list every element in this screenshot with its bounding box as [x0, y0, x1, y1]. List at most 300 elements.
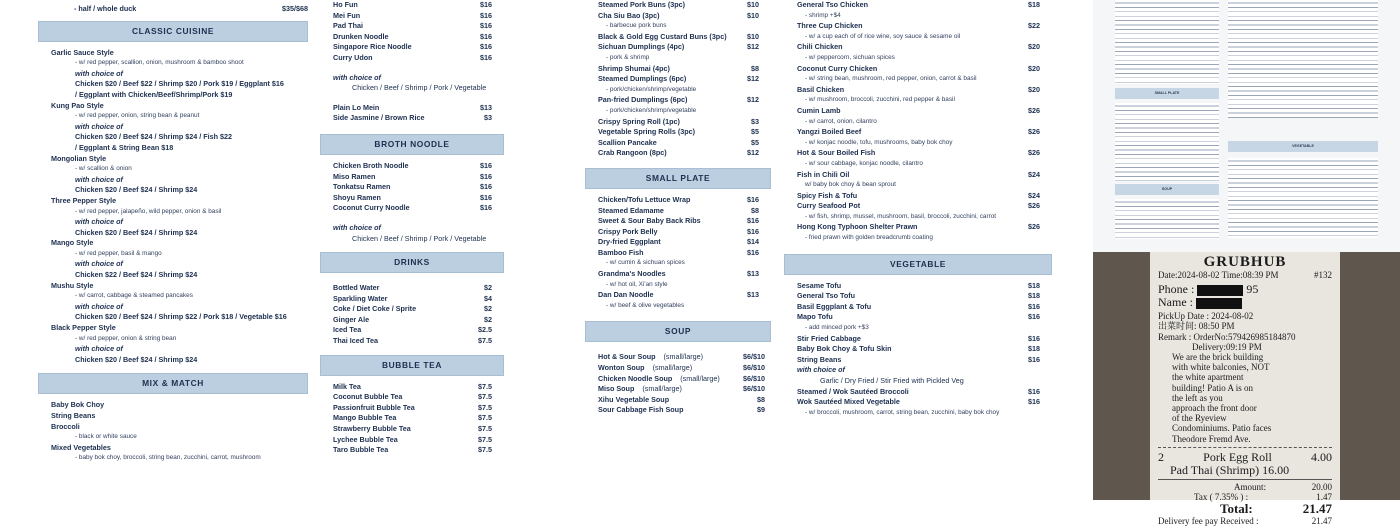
small-plate-item-name: Dry-fried Eggplant — [598, 237, 661, 247]
main-dish-item-description: - w/ peppercorn, sichuan spices — [805, 53, 895, 61]
main-dish-item-description: - shrimp +$4 — [805, 11, 841, 19]
noodle-item — [333, 11, 492, 22]
dish-description: - w/ scallion & onion — [75, 165, 132, 173]
noodle-item-name: Singapore Rice Noodle — [333, 42, 412, 52]
broth-item-price: $16 — [480, 182, 492, 192]
receipt-tax: 1.47 — [1316, 492, 1332, 503]
soup-item-size: (small/large) — [680, 373, 720, 383]
receipt-line-item — [1158, 451, 1332, 464]
drink-item — [333, 283, 492, 294]
dim-sum-item — [598, 95, 759, 106]
receipt-date-time: Date:2024-08-02 Time:08:39 PM — [1158, 270, 1279, 280]
dim-sum-item — [598, 148, 759, 159]
dim-sum-item-description: - pork/chicken/shrimp/vegetable — [606, 85, 697, 93]
receipt-note-line: Theodore Fremd Ave. — [1172, 433, 1251, 444]
bubble-tea-item-name: Strawberry Bubble Tea — [333, 424, 411, 434]
broth-item — [333, 193, 492, 204]
menu-column-4 — [784, 0, 1052, 418]
bubble-tea-item-price: $7.5 — [478, 413, 492, 423]
small-plate-item-name: Crispy Pork Belly — [598, 226, 658, 236]
vegetable-item-name: General Tso Tofu — [797, 291, 856, 301]
small-plate-item-name: Sweet & Sour Baby Back Ribs — [598, 216, 701, 226]
protein-options: Chicken $20 / Beef $22 / Shrimp $20 / Pork $19 / Eggplant $16 — [75, 79, 284, 89]
soup-item-name: Chicken Noodle Soup — [598, 373, 673, 383]
broth-item-price: $16 — [480, 171, 492, 181]
bubble-tea-item — [333, 413, 492, 424]
noodle-item-name: Ho Fun — [333, 0, 358, 9]
drink-item-name: Sparkling Water — [333, 293, 388, 303]
dim-sum-item-name: Crispy Spring Roll (1pc) — [598, 116, 680, 126]
soup-item — [598, 352, 765, 363]
receipt-note-line: the left as you — [1172, 392, 1223, 403]
dim-sum-item-name: Vegetable Spring Rolls (3pc) — [598, 127, 696, 137]
receipt-phone-label: Phone : — [1158, 282, 1195, 297]
main-dish-item — [797, 191, 1040, 202]
main-dish-item-price: $26 — [1028, 105, 1040, 115]
dim-sum-item-description: - barbecue pork buns — [606, 22, 667, 30]
small-plate-item — [598, 248, 759, 259]
noodle-item-price: $16 — [480, 21, 492, 31]
main-dish-item-name: Cumin Lamb — [797, 105, 841, 115]
dish-description: - w/ red pepper, basil & mango — [75, 249, 162, 257]
drink-item — [333, 304, 492, 315]
vegetable-item — [797, 355, 1040, 366]
receipt-note-line: We are the brick building — [1172, 352, 1264, 363]
mix-match-list — [38, 400, 308, 464]
receipt-note-line: the white apartment — [1172, 372, 1244, 383]
vegetable-item-price: $16 — [1028, 386, 1040, 396]
vegetable-item-name: Sesame Tofu — [797, 280, 842, 290]
small-plate-item — [598, 290, 759, 301]
vegetable-list — [784, 281, 1052, 366]
soup-item-name: Hot & Sour Soup — [598, 352, 656, 362]
soup-item-name: Wonton Soup — [598, 363, 645, 373]
bubble-tea-item-price: $7.5 — [478, 392, 492, 402]
dim-sum-item-name: Shrimp Shumai (4pc) — [598, 63, 670, 73]
mix-item: Mixed Vegetables — [51, 442, 111, 452]
receipt-delivery-time: Delivery:09:19 PM — [1192, 341, 1262, 352]
noodle-item-name: Drunken Noodle — [333, 31, 389, 41]
drink-item-price: $7.5 — [478, 336, 492, 346]
choice-label: with choice of — [75, 217, 123, 227]
vegetable-item-price: $18 — [1028, 291, 1040, 301]
noodle-item-price: $16 — [480, 0, 492, 9]
receipt-amount-label: Amount: — [1234, 481, 1267, 492]
vegetable-header: VEGETABLE — [784, 254, 1052, 275]
main-dish-item-name: Chili Chicken — [797, 42, 843, 52]
receipt-line-name: Pork Egg Roll — [1203, 449, 1272, 464]
protein-options: / Eggplant & String Bean $18 — [75, 142, 174, 152]
receipt-name-label: Name : — [1158, 295, 1193, 310]
protein-options: Chicken $22 / Beef $24 / Shrimp $24 — [75, 270, 198, 280]
small-plate-header: SMALL PLATE — [585, 168, 771, 189]
main-dish-item-description: - w/ fish, shrimp, mussel, mushroom, basil, broccoli, zucchini, carrot — [805, 212, 997, 220]
main-dish-item-price: $26 — [1028, 148, 1040, 158]
vegetable-item-description: - add minced pork +$3 — [805, 324, 869, 332]
noodle-item-price: $16 — [480, 52, 492, 62]
vegetable-choice-options: Garlic / Dry Fried / Stir Fried with Pickled Veg — [820, 376, 964, 385]
mix-item: Broccoli — [51, 421, 80, 431]
bubble-tea-item-price: $7.5 — [478, 424, 492, 434]
broth-choice-options: Chicken / Beef / Shrimp / Pork / Vegetable — [352, 233, 487, 243]
noodle-item — [333, 42, 492, 53]
protein-options: Chicken $20 / Beef $24 / Shrimp $24 — [75, 354, 198, 364]
dim-sum-item-name: Steamed Dumplings (6pc) — [598, 74, 687, 84]
small-plate-item — [598, 216, 759, 227]
main-dish-item-price: $18 — [1028, 0, 1040, 9]
vegetable-item-name: Basil Eggplant & Tofu — [797, 301, 872, 311]
drink-item-name: Iced Tea — [333, 325, 362, 335]
bubble-tea-item — [333, 392, 492, 403]
small-plate-item — [598, 269, 759, 280]
main-dish-item — [797, 0, 1040, 11]
vegetable-item-price: $18 — [1028, 344, 1040, 354]
rice-item-price: $3 — [484, 113, 492, 123]
dish-description: - w/ red pepper, scallion, onion, mushroom & bamboo shoot — [75, 59, 244, 67]
main-dish-item-price: $24 — [1028, 169, 1040, 179]
bubble-tea-item — [333, 382, 492, 393]
dim-sum-item-name: Steamed Pork Buns (3pc) — [598, 0, 686, 9]
receipt-brand: GRUBHUB — [1203, 254, 1287, 270]
drink-item — [333, 315, 492, 326]
protein-options: Chicken $20 / Beef $24 / Shrimp $24 / Fish $22 — [75, 132, 233, 142]
thumbnail-text-column — [1228, 158, 1378, 238]
vegetable-item-name: String Beans — [797, 354, 842, 364]
dim-sum-item-price: $5 — [751, 127, 759, 137]
main-dish-item-price: $26 — [1028, 222, 1040, 232]
bubble-tea-item-name: Passionfruit Bubble Tea — [333, 402, 415, 412]
drink-item — [333, 336, 492, 347]
thumbnail-vegetable-header: VEGETABLE — [1228, 141, 1378, 152]
thumbnail-small-plate-header: SMALL PLATE — [1115, 88, 1219, 99]
noodle-choice-options: Chicken / Beef / Shrimp / Pork / Vegetable — [352, 83, 487, 93]
broth-noodle-list — [320, 161, 504, 214]
bubble-tea-list — [320, 382, 504, 456]
menu-column-1 — [38, 0, 308, 464]
redaction-bar — [1197, 285, 1243, 296]
broth-item — [333, 172, 492, 183]
thumbnail-text-column — [1115, 103, 1219, 181]
main-dish-item-description: w/ baby bok choy & bean sprout — [805, 181, 896, 189]
main-dish-item-name: Spicy Fish & Tofu — [797, 190, 858, 200]
main-dish-item-description: - w/ a cup each of of rice wine, soy sauce & sesame oil — [805, 32, 961, 40]
choice-label: with choice of — [75, 344, 123, 354]
small-plate-list — [585, 195, 771, 312]
main-dish-item-price: $26 — [1028, 201, 1040, 211]
thumbnail-soup-header: SOUP — [1115, 184, 1219, 195]
rice-item-name: Plain Lo Mein — [333, 102, 380, 112]
bubble-tea-item-name: Taro Bubble Tea — [333, 445, 389, 455]
vegetable-item-name: Wok Sautéed Mixed Vegetable — [797, 397, 900, 407]
dim-sum-item-price: $12 — [747, 148, 759, 158]
vegetable-item-name: Baby Bok Choy & Tofu Skin — [797, 344, 892, 354]
main-dish-item-price: $24 — [1028, 190, 1040, 200]
drinks-list — [320, 283, 504, 347]
main-dish-item — [797, 85, 1040, 96]
drink-item-name: Ginger Ale — [333, 314, 370, 324]
receipt-note-line: Condominiums. Patio faces — [1172, 423, 1272, 434]
dim-sum-item — [598, 127, 759, 138]
small-plate-item — [598, 206, 759, 217]
soup-item-price: $6/$10 — [743, 352, 765, 362]
main-dish-item-description: - fried prawn with golden breadcrumb coating — [805, 234, 933, 242]
broth-item-name: Miso Ramen — [333, 171, 376, 181]
small-plate-item-price: $13 — [747, 269, 759, 279]
soup-item-price: $6/$10 — [743, 373, 765, 383]
dim-sum-item-price: $12 — [747, 95, 759, 105]
bubble-tea-item-price: $7.5 — [478, 434, 492, 444]
vegetable-item — [797, 387, 1040, 398]
dim-sum-item-price: $10 — [747, 0, 759, 9]
noodle-list — [320, 0, 504, 64]
dim-sum-item-name: Black & Gold Egg Custard Buns (3pc) — [598, 31, 727, 41]
noodle-item-name: Mei Fun — [333, 10, 361, 20]
small-plate-item-description: - w/ hot oil, Xi'an style — [606, 280, 668, 288]
dim-sum-item-price: $8 — [751, 63, 759, 73]
receipt-line-item: Pad Thai (Shrimp) 16.00 — [1170, 462, 1290, 477]
small-plate-item-description: - w/ beef & olive vegetables — [606, 301, 685, 309]
classic-cuisine-header: CLASSIC CUISINE — [38, 21, 308, 42]
bubble-tea-header: BUBBLE TEA — [320, 355, 504, 376]
soup-list — [585, 352, 771, 416]
mix-item-description: - black or white sauce — [75, 433, 137, 441]
dish-style-name: Garlic Sauce Style — [51, 47, 114, 57]
dim-sum-item — [598, 74, 759, 85]
broth-item — [333, 203, 492, 214]
vegetable-item — [797, 281, 1040, 292]
main-dish-item — [797, 21, 1040, 32]
main-dish-item — [797, 127, 1040, 138]
receipt-name-row — [1158, 296, 1332, 309]
soup-item-name: Xihu Vegetable Soup — [598, 394, 670, 404]
noodle-item — [333, 53, 492, 64]
receipt-paper — [1150, 252, 1340, 526]
vegetable-item-price: $18 — [1028, 280, 1040, 290]
main-dish-item-name: Hong Kong Typhoon Shelter Prawn — [797, 222, 918, 232]
dim-sum-item-price: $5 — [751, 137, 759, 147]
dim-sum-item-name: Scallion Pancake — [598, 137, 657, 147]
soup-item — [598, 405, 765, 416]
protein-options: Chicken $20 / Beef $24 / Shrimp $24 — [75, 185, 198, 195]
main-dish-item — [797, 170, 1040, 181]
vegetable-choice-label: with choice of — [797, 365, 845, 375]
bubble-tea-item-name: Coconut Bubble Tea — [333, 392, 403, 402]
main-dish-item-price: $22 — [1028, 21, 1040, 31]
choice-label: with choice of — [75, 121, 123, 131]
dim-sum-item-price: $10 — [747, 10, 759, 20]
receipt-line-price: 4.00 — [1310, 449, 1332, 464]
vegetable-item — [797, 302, 1040, 313]
receipt-remark: Remark : OrderNo:579426985184870 — [1158, 331, 1296, 342]
soup-item-size: (small/large) — [642, 384, 682, 394]
vegetable-item-price: $16 — [1028, 312, 1040, 322]
bubble-tea-item — [333, 424, 492, 435]
main-dish-item-price: $20 — [1028, 42, 1040, 52]
noodle-item — [333, 0, 492, 11]
main-dish-item — [797, 42, 1040, 53]
receipt-divider — [1158, 479, 1332, 480]
drink-item-price: $2 — [484, 283, 492, 293]
receipt-note-line: of the Ryeview — [1172, 413, 1227, 424]
receipt-total: 21.47 — [1302, 501, 1332, 517]
receipt-note-line: approach the front door — [1172, 403, 1257, 414]
small-plate-item-price: $16 — [747, 216, 759, 226]
broth-item-price: $16 — [480, 160, 492, 170]
drink-item — [333, 325, 492, 336]
dish-description: - w/ red pepper, onion & string bean — [75, 334, 177, 342]
receipt-fee-label: Delivery fee pay Received : — [1158, 516, 1259, 526]
main-dish-item-description: - w/ sour cabbage, konjac noodle, cilantro — [805, 159, 923, 167]
soup-item-price: $6/$10 — [743, 384, 765, 394]
bubble-tea-item — [333, 445, 492, 456]
soup-item-price: $8 — [757, 394, 765, 404]
drink-item-price: $2.5 — [478, 325, 492, 335]
dish-description: - w/ red pepper, jalapeño, wild pepper, onion & basil — [75, 207, 222, 215]
vegetable-list-continued — [784, 387, 1052, 419]
vegetable-item-price: $16 — [1028, 333, 1040, 343]
small-plate-item-price: $16 — [747, 194, 759, 204]
main-dish-item-name: Yangzi Boiled Beef — [797, 127, 862, 137]
bubble-tea-item-price: $7.5 — [478, 381, 492, 391]
duck-price-row — [38, 4, 308, 15]
small-plate-item-price: $16 — [747, 247, 759, 257]
broth-item-name: Tonkatsu Ramen — [333, 182, 391, 192]
choice-label: with choice of — [75, 259, 123, 269]
dish-style-name: Mongolian Style — [51, 153, 107, 163]
dim-sum-item-price: $12 — [747, 74, 759, 84]
receipt-order-number: #132 — [1314, 270, 1332, 280]
receipt-photo — [1093, 252, 1400, 526]
receipt-fee: 21.47 — [1311, 516, 1332, 526]
drink-item-name: Thai Iced Tea — [333, 336, 379, 346]
vegetable-item — [797, 397, 1040, 408]
dim-sum-item-description: - pork/chicken/shrimp/vegetable — [606, 106, 697, 114]
broth-item-name: Coconut Curry Noodle — [333, 203, 410, 213]
thumbnail-text-column — [1115, 199, 1219, 239]
noodle-item — [333, 32, 492, 43]
vegetable-item-name: Stir Fried Cabbage — [797, 333, 861, 343]
small-plate-item-description: - w/ cumin & sichuan spices — [606, 259, 685, 267]
main-dish-item-name: Curry Seafood Pot — [797, 201, 861, 211]
thumbnail-text-column — [1115, 0, 1219, 84]
broth-choice-label: with choice of — [333, 222, 381, 232]
receipt-pickup-cn: 出菜时间: 08:50 PM — [1158, 321, 1235, 332]
dim-sum-item-price: $3 — [751, 116, 759, 126]
soup-item-size: (small/large) — [652, 363, 693, 373]
rice-item — [333, 113, 492, 124]
dish-style-name: Mushu Style — [51, 280, 94, 290]
main-dish-item-name: Coconut Curry Chicken — [797, 63, 878, 73]
drinks-header: DRINKS — [320, 252, 504, 273]
receipt-tax-label: Tax ( 7.35% ) : — [1194, 492, 1249, 503]
noodle-item — [333, 21, 492, 32]
receipt-date-row — [1158, 270, 1332, 280]
main-dish-item-name: General Tso Chicken — [797, 0, 868, 9]
vegetable-item-price: $16 — [1028, 301, 1040, 311]
dim-sum-item — [598, 138, 759, 149]
mix-item: String Beans — [51, 411, 96, 420]
broth-item-name: Shoyu Ramen — [333, 192, 381, 202]
small-plate-item-price: $14 — [747, 237, 759, 247]
dim-sum-item — [598, 32, 759, 43]
receipt-fee-row — [1158, 516, 1332, 526]
soup-item-price: $6/$10 — [743, 363, 765, 373]
dim-sum-item-price: $12 — [747, 42, 759, 52]
dish-style-name: Black Pepper Style — [51, 323, 116, 333]
protein-options: / Eggplant with Chicken/Beef/Shrimp/Pork $19 — [75, 89, 233, 99]
drink-item-price: $4 — [484, 293, 492, 303]
noodle-item-name: Pad Thai — [333, 21, 363, 31]
dim-sum-item — [598, 117, 759, 128]
receipt-pickup: PickUp Date : 2024-08-02 — [1158, 311, 1254, 322]
receipt-line-qty: 2 — [1158, 449, 1164, 464]
broth-noodle-header: BROTH NOODLE — [320, 134, 504, 155]
main-dish-item-description: - w/ carrot, onion, cilantro — [805, 117, 877, 125]
small-plate-item-name: Chicken/Tofu Lettuce Wrap — [598, 194, 691, 204]
main-dish-item-price: $20 — [1028, 63, 1040, 73]
duck-price: $35/$68 — [282, 4, 308, 13]
main-dish-item-name: Three Cup Chicken — [797, 21, 863, 31]
broth-item — [333, 161, 492, 172]
rice-list — [320, 103, 504, 124]
broth-item — [333, 182, 492, 193]
main-dish-item-name: Fish in Chili Oil — [797, 169, 850, 179]
dim-sum-item — [598, 64, 759, 75]
dim-sum-item-price: $10 — [747, 31, 759, 41]
small-plate-item-name: Steamed Edamame — [598, 205, 664, 215]
small-plate-item-price: $13 — [747, 290, 759, 300]
soup-item — [598, 363, 765, 374]
main-dish-item-price: $20 — [1028, 84, 1040, 94]
mix-item-description: - baby bok choy, broccoli, string bean, zucchini, carrot, mushroom — [75, 454, 261, 462]
soup-item — [598, 384, 765, 395]
rice-item-name: Side Jasmine / Brown Rice — [333, 113, 425, 123]
bubble-tea-item-name: Mango Bubble Tea — [333, 413, 397, 423]
noodle-item-price: $16 — [480, 31, 492, 41]
menu-column-2 — [320, 0, 504, 456]
dim-sum-list — [585, 0, 771, 159]
main-dish-item-description: - w/ string bean, mushroom, red pepper, onion, carrot & basil — [805, 75, 977, 83]
main-dish-item — [797, 106, 1040, 117]
dim-sum-item-description: - pork & shrimp — [606, 53, 650, 61]
noodle-item-price: $16 — [480, 10, 492, 20]
drink-item — [333, 294, 492, 305]
main-dish-item-name: Hot & Sour Boiled Fish — [797, 148, 876, 158]
soup-item — [598, 374, 765, 385]
dim-sum-item — [598, 11, 759, 22]
receipt-note-line: with white balconies, NOT — [1172, 362, 1270, 373]
dish-style-name: Kung Pao Style — [51, 100, 104, 110]
soup-item — [598, 395, 765, 406]
soup-header: SOUP — [585, 321, 771, 342]
vegetable-item-description: - w/ broccoli, mushroom, carrot, string bean, zucchini, baby bok choy — [805, 408, 1000, 416]
soup-item-name: Sour Cabbage Fish Soup — [598, 405, 684, 415]
main-dish-item-description: - w/ mushroom, broccoli, zucchini, red pepper & basil — [805, 96, 955, 104]
soup-item-size: (small/large) — [663, 352, 704, 362]
duck-option: - half / whole duck — [74, 4, 137, 13]
main-dish-item-description: - w/ konjac noodle, tofu, mushrooms, baby bok choy — [805, 138, 953, 146]
mix-item: Baby Bok Choy — [51, 400, 105, 410]
dish-description: - w/ carrot, cabbage & steamed pancakes — [75, 292, 193, 300]
drink-item-name: Bottled Water — [333, 283, 380, 293]
vegetable-item-name: Steamed / Wok Sautéed Broccoli — [797, 386, 909, 396]
broth-item-name: Chicken Broth Noodle — [333, 160, 409, 170]
bubble-tea-item-name: Milk Tea — [333, 381, 361, 391]
redaction-bar — [1196, 298, 1242, 309]
dim-sum-item-name: Sichuan Dumplings (4pc) — [598, 42, 685, 52]
classic-cuisine-list — [38, 48, 308, 366]
vegetable-item-price: $16 — [1028, 397, 1040, 407]
